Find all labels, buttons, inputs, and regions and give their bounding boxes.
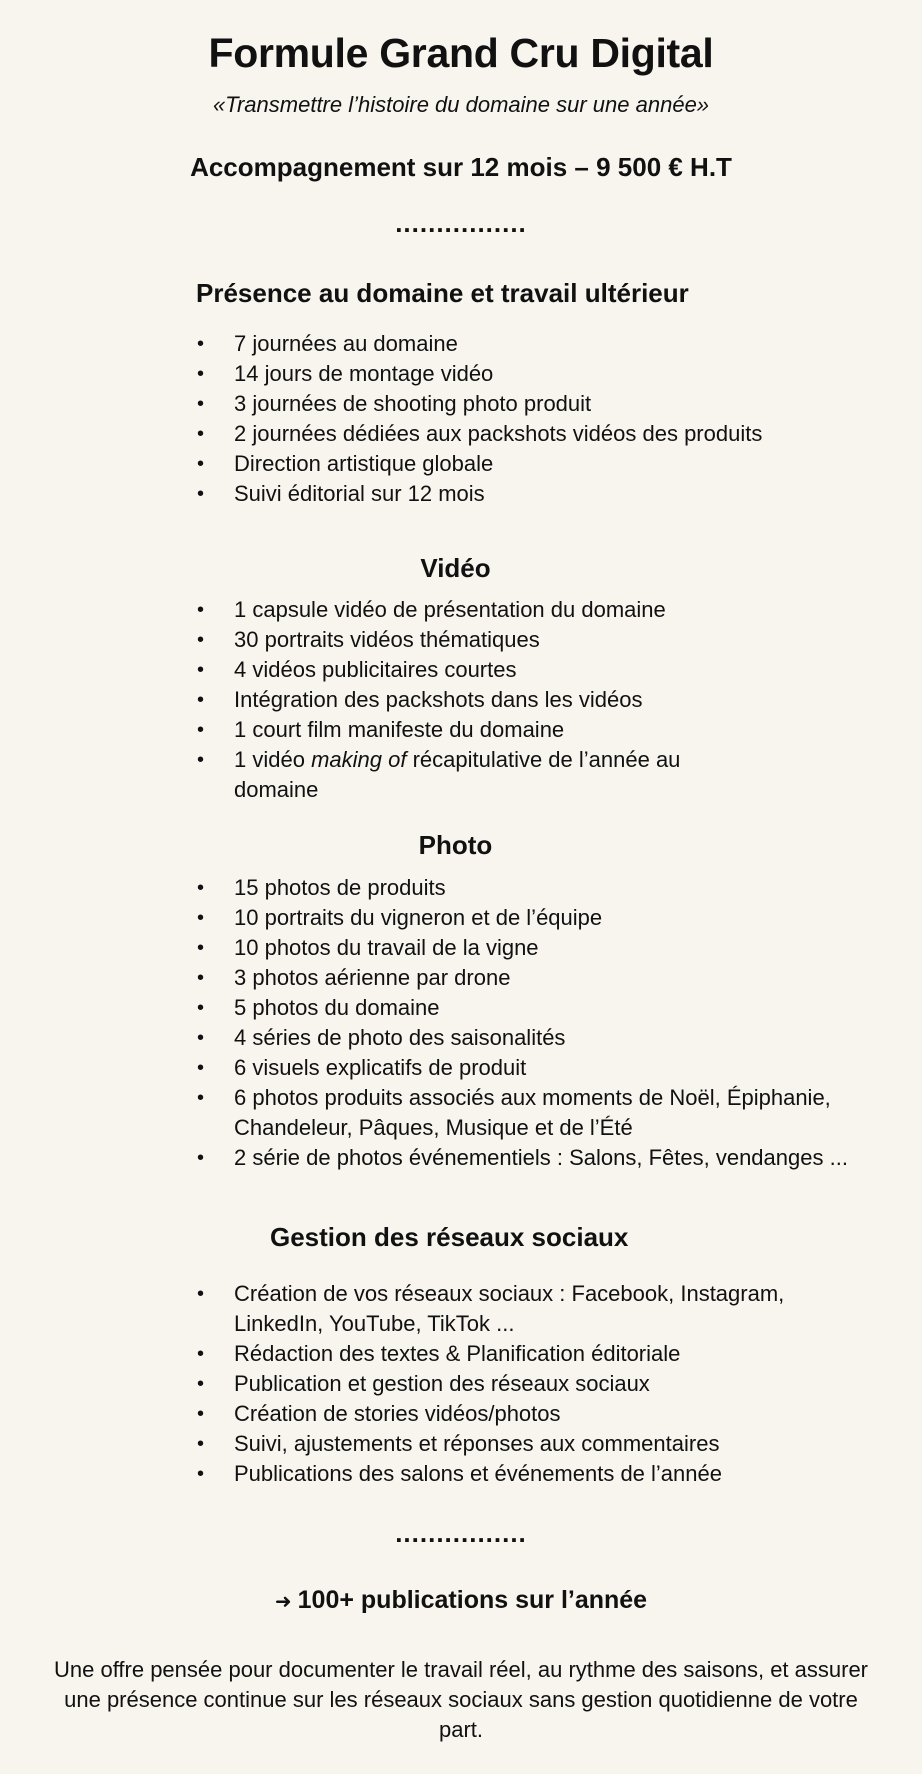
making-of-suffix: récapitulative de l’année au domaine <box>234 747 681 802</box>
separator-bottom: ................ <box>395 1518 527 1548</box>
section-heading-photo: Photo <box>418 830 493 860</box>
section-heading-presence: Présence au domaine et travail ultérieur <box>196 278 689 308</box>
page-title: Formule Grand Cru Digital <box>208 30 714 76</box>
list-item-making-of <box>197 745 757 805</box>
highlight-publications <box>0 1586 922 1615</box>
list-item: • 30 portraits vidéos thématiques <box>197 625 757 655</box>
list-item: • 15 photos de produits <box>197 873 857 903</box>
list-item: • 10 portraits du vigneron et de l’équipe <box>197 903 857 933</box>
tagline: «Transmettre l’histoire du domaine sur une année» <box>212 92 710 117</box>
list-item: • 2 journées dédiées aux packshots vidéos des produits <box>197 419 762 449</box>
making-of-prefix: 1 vidéo <box>234 747 312 772</box>
list-item: • 7 journées au domaine <box>197 329 762 359</box>
list-item: • 3 photos aérienne par drone <box>197 963 857 993</box>
list-item: • 5 photos du domaine <box>197 993 857 1023</box>
list-item: • 10 photos du travail de la vigne <box>197 933 857 963</box>
list-photo <box>197 873 857 1173</box>
list-item: • 1 capsule vidéo de présentation du domaine <box>197 595 757 625</box>
list-reseaux <box>197 1279 857 1489</box>
list-item: • 4 vidéos publicitaires courtes <box>197 655 757 685</box>
list-item: • Création de vos réseaux sociaux : Facebook, Instagram, LinkedIn, YouTube, TikTok ... <box>197 1279 857 1339</box>
list-item: • 4 séries de photo des saisonalités <box>197 1023 857 1053</box>
list-item: • 1 court film manifeste du domaine <box>197 715 757 745</box>
list-item: • 2 série de photos événementiels : Salons, Fêtes, vendanges ... <box>197 1143 857 1173</box>
list-item: • Suivi éditorial sur 12 mois <box>197 479 762 509</box>
list-item: • Publications des salons et événements de l’année <box>197 1459 857 1489</box>
making-of-emphasis: making of <box>311 747 407 772</box>
list-video <box>197 595 757 805</box>
section-heading-video: Vidéo <box>420 553 491 583</box>
offer-price: Accompagnement sur 12 mois – 9 500 € H.T <box>190 152 732 182</box>
list-item: • 3 journées de shooting photo produit <box>197 389 762 419</box>
list-presence <box>197 329 762 509</box>
highlight-text: 100+ publications sur l’année <box>297 1586 648 1614</box>
list-item: • Direction artistique globale <box>197 449 762 479</box>
list-item: • Création de stories vidéos/photos <box>197 1399 857 1429</box>
list-item: • Intégration des packshots dans les vidéos <box>197 685 757 715</box>
list-item: • Publication et gestion des réseaux sociaux <box>197 1369 857 1399</box>
list-item: • 6 photos produits associés aux moments de Noël, Épiphanie, Chandeleur, Pâques, Musique et de l’Été <box>197 1083 857 1143</box>
arrow-right-icon: ➜ <box>274 1591 292 1613</box>
list-item: • 14 jours de montage vidéo <box>197 359 762 389</box>
list-item: • Rédaction des textes & Planification éditoriale <box>197 1339 857 1369</box>
section-heading-reseaux: Gestion des réseaux sociaux <box>270 1222 629 1252</box>
list-item: • 6 visuels explicatifs de produit <box>197 1053 857 1083</box>
list-item: • Suivi, ajustements et réponses aux commentaires <box>197 1429 857 1459</box>
separator-top: ................ <box>395 208 527 238</box>
closing-paragraph: Une offre pensée pour documenter le travail réel, au rythme des saisons, et assurer une présence continue sur les réseaux sociaux sans gestion quotidienne de votre part. <box>53 1657 869 1742</box>
